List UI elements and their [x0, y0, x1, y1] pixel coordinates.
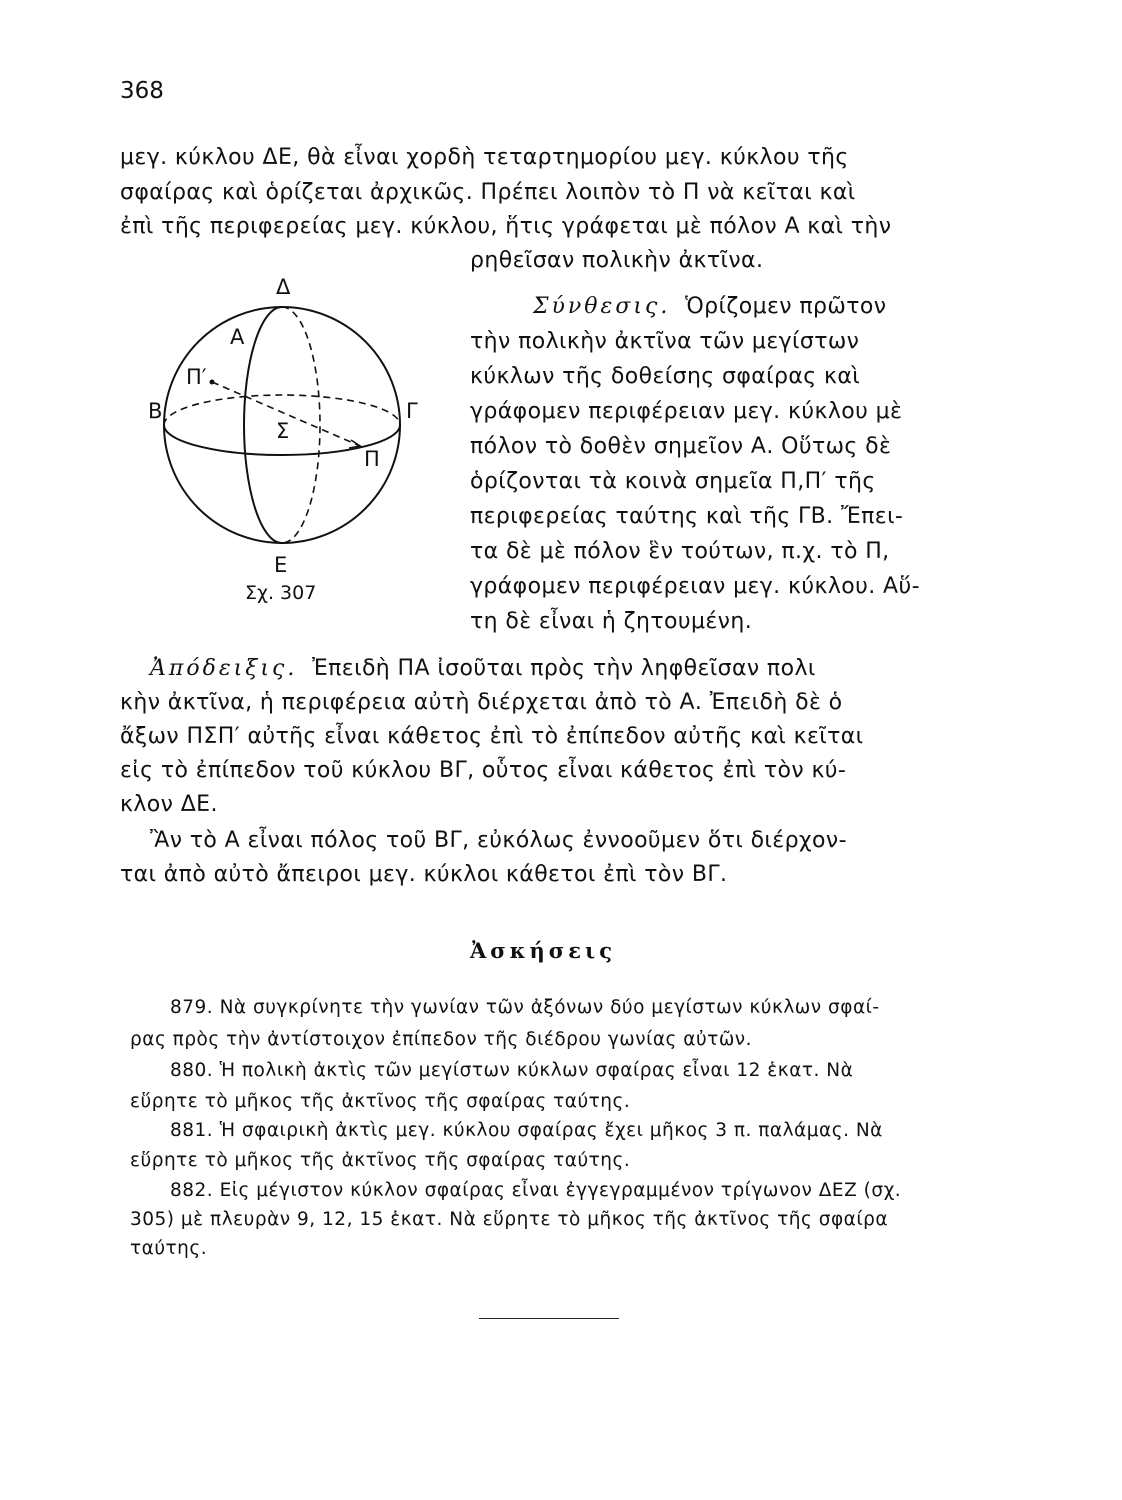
- label-pi-prime: Π′: [186, 365, 207, 389]
- synthesis-line: τὴν πολικὴν ἀκτῖνα τῶν μεγίστων: [470, 329, 860, 354]
- exercise-line: ρας πρὸς τὴν ἀντίστοιχον ἐπίπεδον τῆς διέδρου γωνίας αὐτῶν.: [130, 1029, 753, 1050]
- proof-line: Ἂν τὸ Α εἶναι πόλος τοῦ ΒΓ, εὐκόλως ἐννοοῦμεν ὅτι διέρχον-: [150, 828, 847, 853]
- top-text-line: ρηθεῖσαν πολικὴν ἀκτῖνα.: [470, 248, 764, 273]
- exercise-line: ταύτης.: [130, 1238, 208, 1259]
- exercise-line: εὕρητε τὸ μῆκος τῆς ἀκτῖνος τῆς σφαίρας ταύτης.: [130, 1091, 631, 1112]
- synthesis-line: ὁρίζονται τὰ κοινὰ σημεῖα Π,Π′ τῆς: [470, 469, 876, 494]
- label-gamma: Γ: [406, 399, 418, 423]
- figure-caption: Σχ. 307: [245, 582, 317, 604]
- end-rule: [479, 1318, 619, 1319]
- exercise-line: 881. Ἡ σφαιρικὴ ἀκτὶς μεγ. κύκλου σφαίρας ἔχει μῆκος 3 π. παλάμας. Νὰ: [170, 1120, 883, 1141]
- synthesis-line: τα δὲ μὲ πόλον ἓν τούτων, π.χ. τὸ Π,: [470, 539, 890, 564]
- synthesis-line: κύκλων τῆς δοθείσης σφαίρας καὶ: [470, 364, 861, 389]
- sphere-figure: [148, 270, 438, 610]
- proof-line: κὴν ἀκτῖνα, ἡ περιφέρεια αὐτὴ διέρχεται ἀπὸ τὸ Α. Ἐπειδὴ δὲ ὁ: [120, 690, 843, 715]
- label-alpha: Α: [230, 325, 245, 349]
- synthesis-heading: Σύνθεσις.: [533, 294, 671, 319]
- proof-first-line: [150, 656, 816, 681]
- exercise-line: 882. Εἰς μέγιστον κύκλον σφαίρας εἶναι ἐγγεγραμμένον τρίγωνον ΔΕΖ (σχ.: [170, 1180, 902, 1201]
- synthesis-line: περιφερείας ταύτης καὶ τῆς ΓΒ. Ἔπει-: [470, 504, 904, 529]
- top-text-line: ἐπὶ τῆς περιφερείας μεγ. κύκλου, ἥτις γράφεται μὲ πόλον Α καὶ τὴν: [120, 214, 892, 239]
- exercise-line: 880. Ἡ πολικὴ ἀκτὶς τῶν μεγίστων κύκλων σφαίρας εἶναι 12 ἑκατ. Νὰ: [170, 1060, 854, 1081]
- proof-heading: Ἀπόδειξις.: [150, 656, 298, 681]
- proof-line: κλον ΔΕ.: [120, 792, 218, 817]
- top-text-line: σφαίρας καὶ ὁρίζεται ἀρχικῶς. Πρέπει λοιπὸν τὸ Π νὰ κεῖται καὶ: [120, 180, 856, 205]
- label-sigma: Σ: [276, 419, 290, 443]
- page-number: 368: [120, 78, 164, 104]
- synthesis-line: γράφομεν περιφέρειαν μεγ. κύκλου. Αὕ-: [470, 574, 920, 599]
- label-beta: Β: [148, 399, 163, 423]
- exercise-line: εὕρητε τὸ μῆκος τῆς ἀκτῖνος τῆς σφαίρας ταύτης.: [130, 1150, 631, 1171]
- label-epsilon: Ε: [274, 553, 288, 577]
- exercise-line: 879. Νὰ συγκρίνητε τὴν γωνίαν τῶν ἀξόνων δύο μεγίστων κύκλων σφαί-: [170, 997, 880, 1018]
- top-text-line: μεγ. κύκλου ΔΕ, θὰ εἶναι χορδὴ τεταρτημορίου μεγ. κύκλου τῆς: [120, 145, 849, 170]
- synthesis-line: τη δὲ εἶναι ἡ ζητουμένη.: [470, 609, 753, 634]
- point-pi-prime: [210, 380, 215, 385]
- label-delta: Δ: [276, 275, 291, 299]
- proof-line: ἄξων ΠΣΠ′ αὐτῆς εἶναι κάθετος ἐπὶ τὸ ἐπίπεδον αὐτῆς καὶ κεῖται: [120, 724, 864, 749]
- synthesis-line: γράφομεν περιφέρειαν μεγ. κύκλου μὲ: [470, 399, 903, 424]
- proof-line: ται ἀπὸ αὐτὸ ἄπειροι μεγ. κύκλοι κάθετοι ἐπὶ τὸν ΒΓ.: [120, 862, 728, 887]
- exercise-line: 305) μὲ πλευρὰν 9, 12, 15 ἑκατ. Νὰ εὕρητε τὸ μῆκος τῆς ἀκτῖνος τῆς σφαίρα: [130, 1209, 889, 1230]
- synthesis-line: πόλον τὸ δοθὲν σημεῖον Α. Οὕτως δὲ: [470, 434, 892, 459]
- label-pi: Π: [364, 447, 380, 471]
- proof-line: εἰς τὸ ἐπίπεδον τοῦ κύκλου ΒΓ, οὗτος εἶναι κάθετος ἐπὶ τὸν κύ-: [120, 758, 847, 783]
- exercises-title: Ἀσκήσεις: [470, 938, 616, 963]
- proof-first-line-text: Ἐπειδὴ ΠΑ ἰσοῦται πρὸς τὴν ληφθεῖσαν πολι: [312, 656, 816, 681]
- synthesis-first-line-text: Ὁρίζομεν πρῶτον: [685, 294, 887, 319]
- synthesis-first-line: [533, 294, 886, 319]
